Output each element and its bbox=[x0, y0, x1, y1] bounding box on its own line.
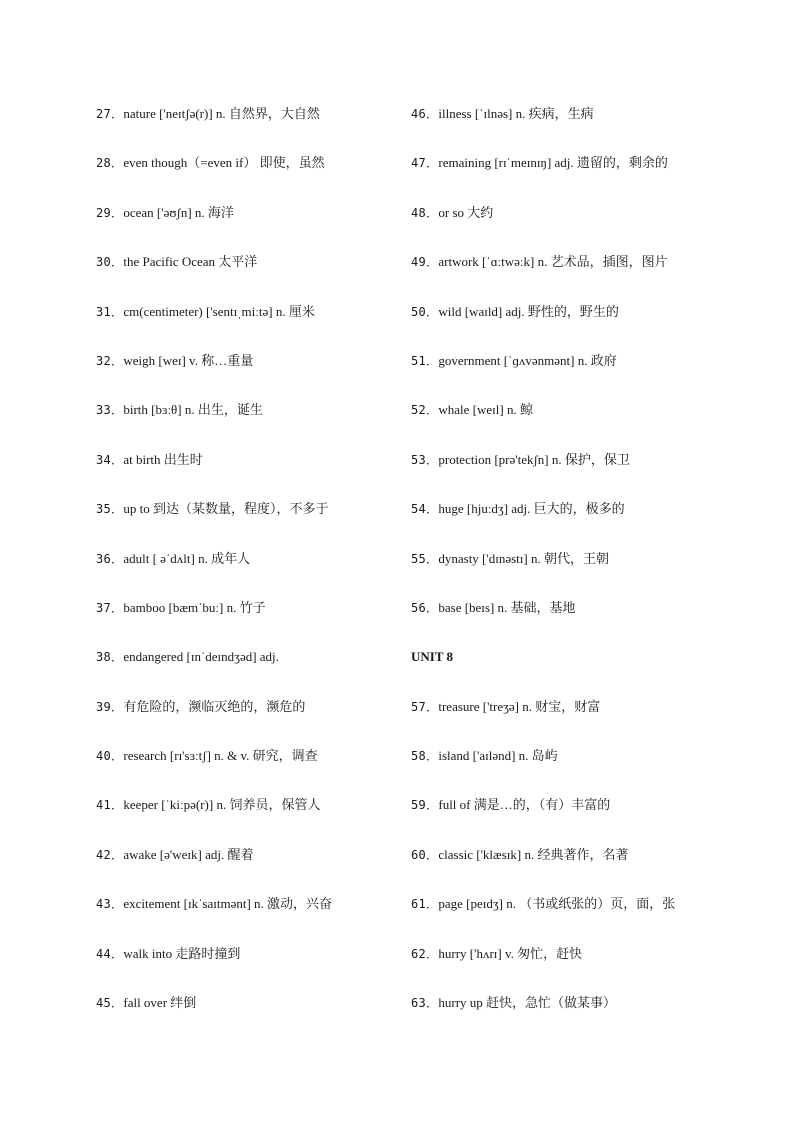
vocabulary-column-right bbox=[411, 104, 741, 1042]
entry-text: excitement [ɪkˈsaɪtmənt] n. 激动，兴奋 bbox=[123, 896, 333, 912]
vocabulary-entry bbox=[96, 400, 396, 449]
vocabulary-entry bbox=[96, 598, 396, 647]
vocabulary-entry bbox=[411, 894, 741, 943]
entry-text: at birth 出生时 bbox=[123, 451, 203, 467]
vocabulary-entry bbox=[411, 104, 741, 153]
entry-number: 43． bbox=[96, 897, 124, 912]
entry-number: 29． bbox=[96, 205, 124, 220]
entry-text: base [beɪs] n. 基础，基地 bbox=[438, 599, 576, 615]
entry-text: endangered [ɪnˈdeɪndʒəd] adj. bbox=[123, 649, 279, 665]
vocabulary-entry bbox=[411, 252, 741, 301]
entry-text: huge [hjuːdʒ] adj. 巨大的，极多的 bbox=[438, 501, 625, 517]
vocabulary-entry bbox=[96, 351, 396, 400]
vocabulary-entry bbox=[411, 795, 741, 844]
vocabulary-column-left bbox=[96, 104, 396, 1042]
entry-text: 有危险的，濒临灭绝的，濒危的 bbox=[123, 698, 306, 714]
entry-number: 61． bbox=[411, 897, 439, 912]
vocabulary-entry bbox=[411, 351, 741, 400]
entry-text: wild [waɪld] adj. 野性的，野生的 bbox=[438, 303, 619, 319]
entry-text: page [peɪdʒ] n. （书或纸张的）页，面，张 bbox=[438, 896, 676, 912]
entry-text: the Pacific Ocean 太平洋 bbox=[123, 254, 258, 270]
entry-text: adult [ əˈdʌlt] n. 成年人 bbox=[123, 550, 251, 566]
entry-text: artwork [ˈɑːtwəːk] n. 艺术品，插图，图片 bbox=[438, 254, 668, 270]
entry-number: 41． bbox=[96, 798, 124, 813]
entry-number: 36． bbox=[96, 551, 124, 566]
entry-number: 31． bbox=[96, 304, 124, 319]
entry-number: 49． bbox=[411, 255, 439, 270]
vocabulary-entry bbox=[96, 302, 396, 351]
vocabulary-entry bbox=[96, 746, 396, 795]
vocabulary-entry bbox=[411, 845, 741, 894]
entry-number: 50． bbox=[411, 304, 439, 319]
entry-text: full of 满是…的，（有）丰富的 bbox=[438, 797, 611, 813]
entry-text: weigh [weɪ] v. 称…重量 bbox=[123, 352, 254, 368]
vocabulary-entry bbox=[96, 647, 396, 696]
entry-number: 39． bbox=[96, 699, 124, 714]
entry-text: classic ['klæsɪk] n. 经典著作，名著 bbox=[438, 846, 629, 862]
entry-text: illness [ˈɪlnəs] n. 疾病，生病 bbox=[438, 106, 594, 121]
entry-number: 51． bbox=[411, 353, 439, 368]
vocabulary-entry bbox=[411, 697, 741, 746]
entry-number: 32． bbox=[96, 353, 124, 368]
entry-number: 47． bbox=[411, 156, 439, 171]
entry-number: 62． bbox=[411, 946, 439, 961]
entry-number: 37． bbox=[96, 600, 124, 615]
entry-number: 44． bbox=[96, 946, 124, 961]
entry-text: walk into 走路时撞到 bbox=[123, 945, 241, 961]
vocabulary-entry bbox=[96, 104, 396, 153]
vocabulary-entry bbox=[411, 450, 741, 499]
entry-text: cm(centimeter) ['sentɪˌmiːtə] n. 厘米 bbox=[123, 303, 315, 319]
vocabulary-entry bbox=[96, 153, 396, 202]
vocabulary-entry bbox=[96, 993, 396, 1042]
entry-text: hurry ['hʌrɪ] v. 匆忙，赶快 bbox=[438, 945, 583, 961]
vocabulary-entry bbox=[96, 944, 396, 993]
entry-number: 55． bbox=[411, 551, 439, 566]
unit-heading-text: UNIT 8 bbox=[411, 649, 454, 665]
entry-text: even though（=even if） 即使，虽然 bbox=[123, 155, 325, 171]
entry-text: dynasty ['dɪnəstɪ] n. 朝代，王朝 bbox=[438, 550, 609, 566]
entry-number: 40． bbox=[96, 749, 124, 764]
entry-text: treasure ['treʒə] n. 财宝，财富 bbox=[438, 698, 601, 714]
entry-number: 27． bbox=[96, 107, 124, 121]
entry-number: 60． bbox=[411, 847, 439, 862]
entry-number: 54． bbox=[411, 502, 439, 517]
vocabulary-entry bbox=[411, 993, 741, 1042]
vocabulary-entry bbox=[411, 499, 741, 548]
entry-number: 34． bbox=[96, 452, 124, 467]
vocabulary-entry bbox=[96, 549, 396, 598]
entry-number: 45． bbox=[96, 996, 124, 1011]
entry-number: 57． bbox=[411, 699, 439, 714]
vocabulary-entry bbox=[96, 894, 396, 943]
entry-number: 38． bbox=[96, 650, 124, 665]
entry-number: 33． bbox=[96, 403, 124, 418]
vocabulary-entry bbox=[411, 203, 741, 252]
entry-text: remaining [rɪˈmeɪnɪŋ] adj. 遗留的，剩余的 bbox=[438, 155, 668, 171]
entry-text: or so 大约 bbox=[438, 204, 494, 220]
vocabulary-entry bbox=[411, 153, 741, 202]
entry-text: nature ['neɪtʃə(r)] n. 自然界，大自然 bbox=[123, 106, 320, 121]
vocabulary-entry bbox=[96, 697, 396, 746]
entry-text: ocean ['əʊʃn] n. 海洋 bbox=[123, 204, 234, 220]
entry-text: awake [ə'weɪk] adj. 醒着 bbox=[123, 846, 254, 862]
entry-number: 35． bbox=[96, 502, 124, 517]
entry-number: 30． bbox=[96, 255, 124, 270]
entry-number: 59． bbox=[411, 798, 439, 813]
vocabulary-entry bbox=[96, 203, 396, 252]
entry-text: government [ˈɡʌvənmənt] n. 政府 bbox=[438, 352, 617, 368]
vocabulary-entry bbox=[96, 499, 396, 548]
entry-text: fall over 绊倒 bbox=[123, 995, 197, 1011]
entry-number: 53． bbox=[411, 452, 439, 467]
entry-text: up to 到达（某数量，程度），不多于 bbox=[123, 501, 329, 517]
entry-text: protection [prə'tekʃn] n. 保护，保卫 bbox=[438, 451, 630, 467]
entry-number: 42． bbox=[96, 847, 124, 862]
entry-text: birth [bɜːθ] n. 出生，诞生 bbox=[123, 402, 263, 418]
vocabulary-entry bbox=[411, 400, 741, 449]
entry-number: 48． bbox=[411, 205, 439, 220]
entry-text: hurry up 赶快，急忙（做某事） bbox=[438, 995, 617, 1011]
vocabulary-entry bbox=[411, 549, 741, 598]
vocabulary-entry bbox=[411, 302, 741, 351]
entry-number: 58． bbox=[411, 749, 439, 764]
vocabulary-entry bbox=[96, 845, 396, 894]
entry-text: research [rɪ'sɜːtʃ] n. & v. 研究，调查 bbox=[123, 748, 318, 764]
entry-text: whale [weɪl] n. 鲸 bbox=[438, 402, 533, 418]
vocabulary-entry bbox=[96, 450, 396, 499]
unit-heading bbox=[411, 647, 741, 696]
entry-number: 56． bbox=[411, 600, 439, 615]
entry-text: island ['aɪlənd] n. 岛屿 bbox=[438, 748, 558, 764]
entry-text: keeper [ˈkiːpə(r)] n. 饲养员，保管人 bbox=[123, 797, 321, 813]
vocabulary-entry bbox=[411, 598, 741, 647]
entry-text: bamboo [bæmˈbuː] n. 竹子 bbox=[123, 599, 266, 615]
vocabulary-entry bbox=[96, 795, 396, 844]
entry-number: 63． bbox=[411, 996, 439, 1011]
entry-number: 28． bbox=[96, 156, 124, 171]
vocabulary-entry bbox=[411, 944, 741, 993]
entry-number: 46． bbox=[411, 107, 439, 121]
vocabulary-entry bbox=[96, 252, 396, 301]
entry-number: 52． bbox=[411, 403, 439, 418]
vocabulary-entry bbox=[411, 746, 741, 795]
